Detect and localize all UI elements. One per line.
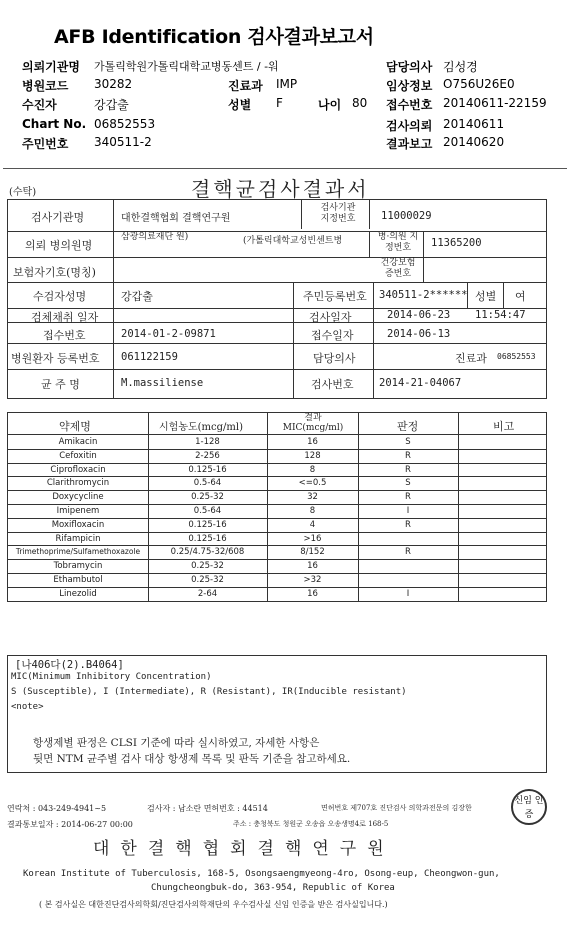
drug-cell-conc: 0.125-16 — [188, 533, 227, 544]
inst-label: 검사기관명 — [31, 211, 85, 224]
report-date-value: 20140620 — [443, 135, 505, 149]
drug-cell-conc: 0.25-32 — [191, 575, 224, 585]
request-date-value: 20140611 — [443, 117, 505, 131]
chart-label: Chart No. — [22, 117, 87, 131]
sex-value: F — [276, 96, 283, 110]
drug-cell-interp: I — [406, 506, 410, 516]
chart-value: 06852553 — [94, 117, 156, 131]
drug-cell-mic: 128 — [304, 450, 321, 461]
req-hosp-value: 삼광의료재단 원) — [121, 232, 189, 242]
drug-cell-interp: R — [405, 450, 411, 461]
drug-cell-drug: Trimethoprime/Sulfamethoxazole — [15, 547, 141, 557]
dept-label: 진료과 — [228, 79, 263, 93]
drug-cell-drug: Rifampicin — [55, 533, 101, 544]
col-mic-header: 결과 MIC(mcg/ml) — [282, 413, 344, 433]
drug-cell-mic: 8 — [309, 464, 316, 475]
inst-value: 대한결핵협회 결핵연구원 — [121, 213, 231, 224]
rrn-label: 주민등록번호 — [303, 290, 367, 303]
license: 면허번호 제707호 진단검사 의학과전문의 김장한 — [321, 804, 472, 812]
table-row-line — [7, 545, 547, 546]
table-row-line — [7, 601, 547, 602]
drug-cell-mic: 16 — [307, 588, 318, 599]
drug-cell-interp: R — [405, 547, 411, 558]
institute-kr: 대한결핵협회결핵연구원 — [93, 839, 395, 859]
col-conc-header: 시험농도(mcg/ml) — [159, 422, 243, 433]
table-row-line — [7, 587, 547, 588]
drug-cell-drug: Tobramycin — [53, 561, 103, 572]
note-line-1: 항생제별 판정은 CLSI 기준에 따라 실시하였고, 자세한 사항은 — [33, 737, 320, 749]
doctor-value: 김성경 — [443, 60, 478, 74]
doctor-label: 담당의사 — [386, 60, 433, 74]
hospital-code-value: 30282 — [94, 77, 133, 91]
notify-date: 결과통보일자 : 2014-06-27 00:00 — [7, 820, 133, 829]
receipt-label: 접수번호 — [386, 98, 433, 112]
req-hosp-extra: (가톨릭대학교성빈센트병 — [243, 236, 343, 246]
drug-cell-conc: 0.25/4.75-32/608 — [170, 547, 245, 558]
drug-cell-interp: R — [405, 492, 411, 503]
address-kr: 주소 : 충청북도 청원군 오송읍 오송생명4로 168-5 — [233, 820, 389, 828]
col-interp-header: 판정 — [397, 420, 419, 433]
requesting-org-label: 의뢰기관명 — [22, 60, 80, 74]
certification-stamp: 신임 인증 — [511, 789, 547, 825]
drug-cell-conc: 2-64 — [197, 588, 218, 599]
req-hosp-label: 의뢰 병의원명 — [25, 239, 93, 252]
form-dept-label: 진료과 — [455, 352, 487, 365]
form-receipt-label: 접수번호 — [43, 329, 86, 342]
drug-cell-drug: Clarithromycin — [46, 478, 110, 489]
patient-name-label: 수검자성명 — [33, 290, 87, 303]
contact: 연락처 : 043-249-4941~5 — [7, 804, 107, 813]
drug-cell-interp: R — [405, 519, 411, 530]
form-dept-value: 06852553 — [497, 352, 536, 361]
table-row-line — [7, 518, 547, 519]
drug-cell-conc: 2-256 — [195, 450, 220, 461]
drug-cell-conc: 0.125-16 — [188, 464, 227, 475]
patient-label: 수진자 — [22, 98, 57, 112]
request-date-label: 검사의뢰 — [386, 119, 433, 133]
req-code-label: 병·의원 지정번호 — [377, 232, 419, 253]
report-date-label: 결과보고 — [386, 137, 433, 151]
organism-label: 균 주 명 — [41, 378, 80, 391]
drug-cell-interp: S — [405, 437, 411, 447]
drug-cell-drug: Amikacin — [58, 437, 98, 447]
table-row-line — [7, 532, 547, 533]
drug-cell-mic: 16 — [307, 437, 318, 447]
requesting-org-value: 가톨릭학원가톨릭대학교병동센트 / -워 — [94, 60, 279, 73]
drug-cell-conc: 0.25-32 — [191, 561, 224, 572]
receipt-date-value: 2014-06-13 — [387, 328, 451, 340]
drug-cell-drug: Linezolid — [59, 588, 97, 599]
form-doctor-label: 담당의사 — [313, 352, 356, 365]
sex-label: 성별 — [228, 98, 252, 112]
drug-cell-drug: Moxifloxacin — [51, 519, 105, 530]
insurer-label: 보험자기호(명칭) — [13, 266, 96, 279]
drug-cell-conc: 0.5-64 — [193, 506, 222, 516]
col-drug-header: 약제명 — [59, 420, 91, 433]
table-row-line — [7, 573, 547, 574]
drug-cell-conc: 0.125-16 — [188, 519, 227, 530]
exam-no-value: 2014-21-04067 — [379, 377, 462, 389]
note-line-2: 뒷면 NTM 균주별 검사 대상 항생제 목록 및 판독 기준을 참고하세요. — [33, 753, 351, 765]
drug-cell-conc: 1-128 — [195, 437, 220, 447]
form-title: 결핵균검사결과서 — [191, 177, 370, 201]
exam-no-label: 검사번호 — [311, 378, 354, 391]
patient-value: 강갑출 — [94, 98, 129, 112]
hosp-reg-value: 061122159 — [121, 351, 178, 363]
receipt-value: 20140611-22159 — [443, 96, 547, 110]
hospital-code-label: 병원코드 — [22, 79, 69, 93]
drug-cell-drug: Imipenem — [56, 506, 100, 516]
organism-value: M.massiliense — [121, 377, 204, 389]
id-label: 주민번호 — [22, 137, 69, 151]
rrn-value: 340511-2****** — [379, 289, 468, 301]
drug-cell-mic: 8/152 — [300, 547, 325, 558]
inst-code-value: 11000029 — [381, 210, 432, 222]
hosp-reg-label: 병원환자 등록번호 — [11, 352, 100, 365]
interp-legend: S (Susceptible), I (Intermediate), R (Resistant), IR(Inducible resistant) — [11, 687, 407, 697]
patient-name-value: 강갑출 — [121, 290, 153, 303]
institute-en-1: Korean Institute of Tuberculosis, 168-5, Osongsaengmyeong-4ro, Osong-eup, Cheongwon-gun, — [23, 869, 500, 879]
drug-cell-drug: Cefoxitin — [59, 450, 97, 461]
examiner: 검사자 : 남소란 면허번호 : 44514 — [147, 804, 268, 813]
scanned-result-form — [3, 168, 567, 944]
drug-cell-mic: >32 — [303, 575, 322, 585]
drug-cell-mic: 8 — [309, 506, 316, 516]
drug-cell-drug: Ethambutol — [53, 575, 103, 585]
inst-code-label: 검사기관 지정번호 — [320, 203, 356, 224]
mic-definition: MIC(Minimum Inhibitory Concentration) — [11, 672, 212, 682]
drug-cell-mic: 32 — [307, 492, 318, 503]
col-remark-header: 비고 — [493, 420, 515, 433]
collect-date-label: 검체채취 일자 — [31, 311, 99, 324]
drug-cell-interp: I — [406, 588, 410, 599]
table-row-line — [7, 476, 547, 477]
req-code-value: 11365200 — [431, 237, 482, 249]
drug-cell-drug: Ciprofloxacin — [50, 464, 106, 475]
ins-no-label: 건강보험 증번호 — [380, 258, 416, 279]
exam-date-label: 검사일자 — [309, 311, 352, 324]
exam-time-value: 11:54:47 — [475, 309, 526, 321]
clinical-value: O756U26E0 — [443, 77, 515, 91]
table-row-line — [7, 449, 547, 450]
institute-en-2: Chungcheongbuk-do, 363-954, Republic of Korea — [151, 883, 395, 893]
id-value: 340511-2 — [94, 135, 152, 149]
age-label: 나이 — [318, 98, 342, 112]
table-row-line — [7, 504, 547, 505]
consignment-label: (수탁) — [9, 187, 37, 198]
clinical-label: 임상정보 — [386, 79, 433, 93]
note-tag: <note> — [11, 702, 44, 712]
drug-cell-mic: 4 — [309, 519, 316, 530]
notes-code: [나406다(2).B4064] — [15, 659, 124, 671]
sex-value-form: 여 — [515, 290, 526, 303]
drug-cell-interp: R — [405, 464, 411, 475]
drug-cell-conc: 0.5-64 — [193, 478, 222, 489]
report-title: AFB Identification 검사결과보고서 — [54, 26, 374, 48]
sex-label-form: 성별 — [475, 290, 497, 303]
receipt-date-label: 접수일자 — [311, 329, 354, 342]
certification-text: ( 본 검사실은 대한진단검사의학회/진단검사의학재단의 우수검사실 신임 인증을 받은 검사실입니다.) — [39, 900, 388, 909]
age-value: 80 — [352, 96, 368, 110]
drug-cell-mic: <=0.5 — [298, 478, 327, 489]
dept-value: IMP — [276, 77, 298, 91]
drug-cell-interp: S — [405, 478, 411, 489]
table-row-line — [7, 463, 547, 464]
form-receipt-value: 2014-01-2-09871 — [121, 328, 216, 340]
drug-cell-drug: Doxycycline — [52, 492, 104, 503]
table-row-line — [7, 490, 547, 491]
drug-cell-mic: >16 — [303, 533, 322, 544]
exam-date-value: 2014-06-23 — [387, 309, 451, 321]
drug-cell-mic: 16 — [307, 561, 318, 572]
drug-cell-conc: 0.25-32 — [191, 492, 224, 503]
table-row-line — [7, 559, 547, 560]
